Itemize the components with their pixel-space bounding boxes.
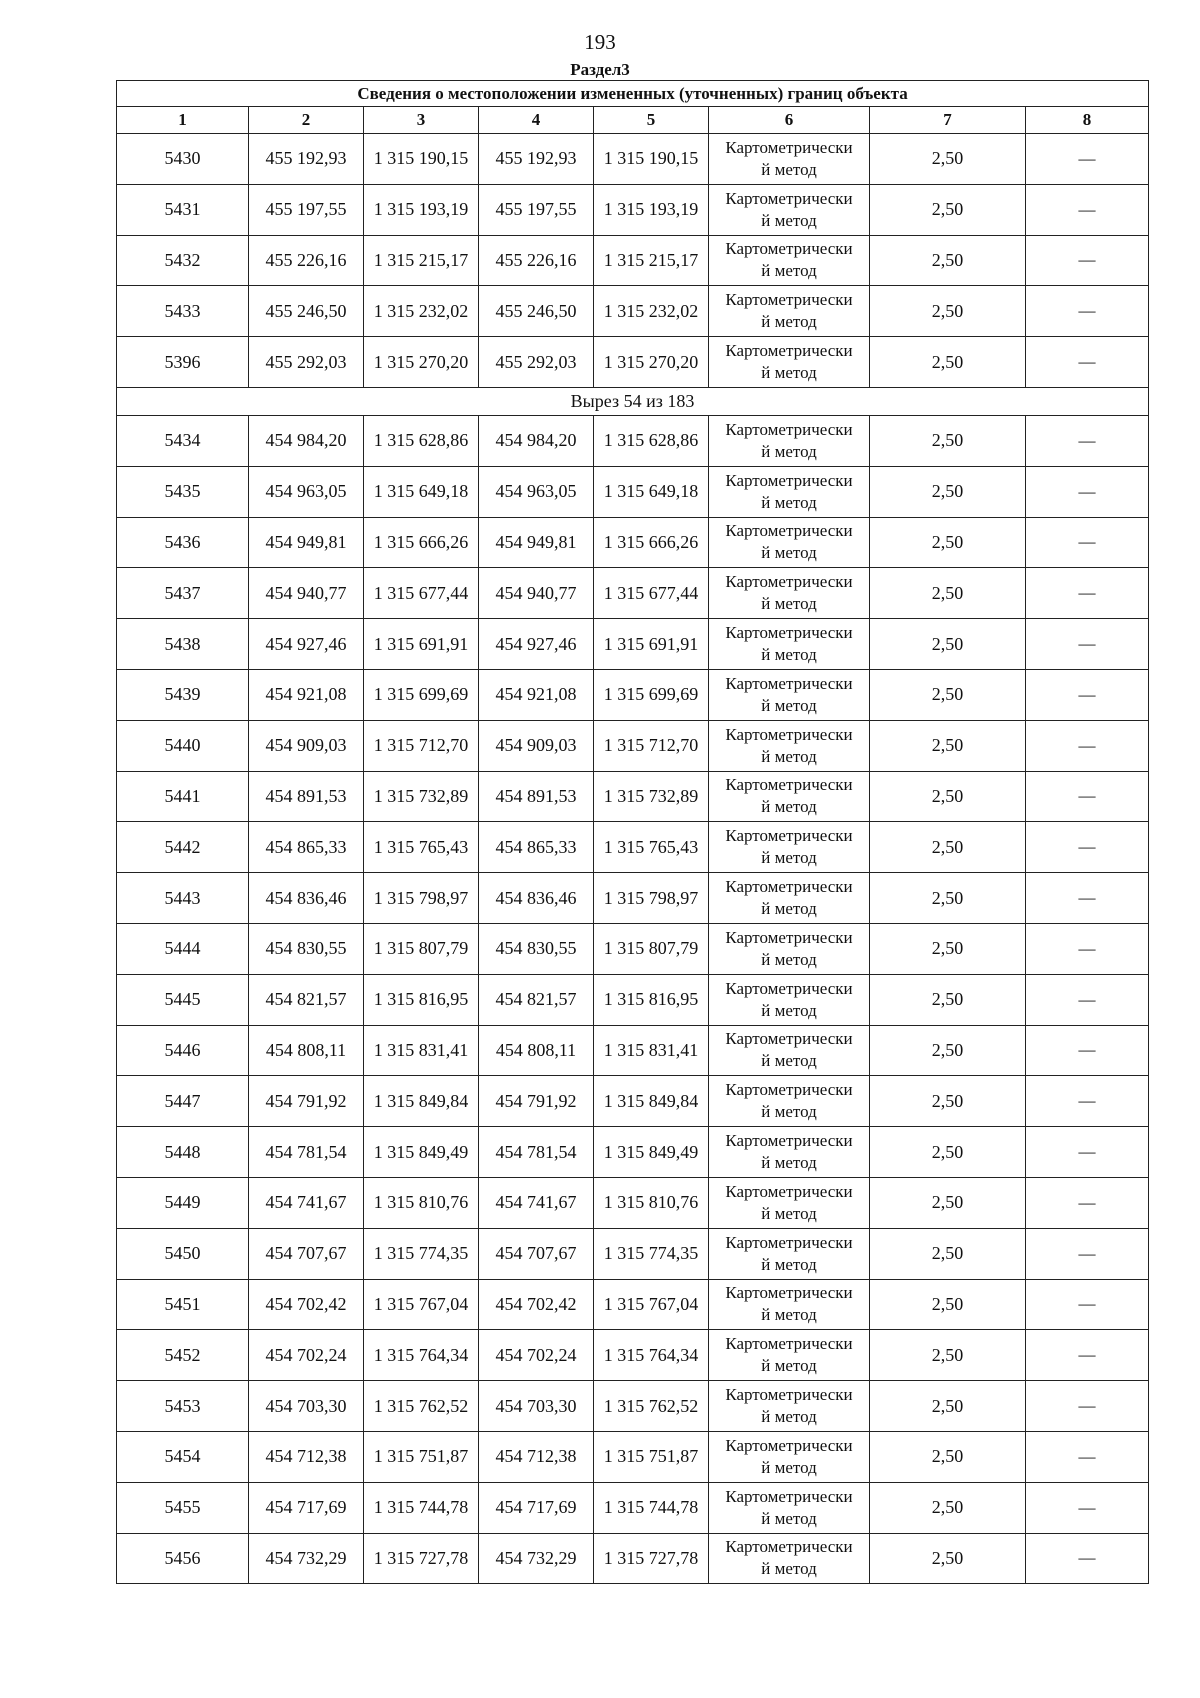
x-old-cell: 455 226,16: [249, 235, 364, 286]
point-number-cell: 5432: [117, 235, 249, 286]
y-new-cell: 1 315 849,84: [594, 1076, 709, 1127]
x-new-cell: 454 707,67: [479, 1228, 594, 1279]
point-number-cell: 5455: [117, 1482, 249, 1533]
y-new-cell: 1 315 270,20: [594, 337, 709, 388]
table-row: [117, 415, 1149, 466]
y-new-cell: 1 315 764,34: [594, 1330, 709, 1381]
y-old-cell: 1 315 762,52: [364, 1381, 479, 1432]
point-number-cell: 5451: [117, 1279, 249, 1330]
x-new-cell: 454 703,30: [479, 1381, 594, 1432]
x-old-cell: 454 808,11: [249, 1025, 364, 1076]
description-cell: —: [1026, 184, 1149, 235]
method-cell: Картометрически й метод: [709, 619, 870, 670]
description-cell: —: [1026, 1228, 1149, 1279]
description-cell: —: [1026, 466, 1149, 517]
y-new-cell: 1 315 849,49: [594, 1127, 709, 1178]
y-old-cell: 1 315 816,95: [364, 974, 479, 1025]
column-number: 4: [479, 107, 594, 134]
x-new-cell: 454 791,92: [479, 1076, 594, 1127]
table-row: [117, 771, 1149, 822]
x-old-cell: 454 717,69: [249, 1482, 364, 1533]
point-number-cell: 5396: [117, 337, 249, 388]
y-old-cell: 1 315 831,41: [364, 1025, 479, 1076]
y-old-cell: 1 315 732,89: [364, 771, 479, 822]
cut-row: [117, 387, 1149, 415]
cut-label: Вырез 54 из 183: [117, 387, 1149, 415]
method-cell: Картометрически й метод: [709, 1228, 870, 1279]
precision-cell: 2,50: [870, 1076, 1026, 1127]
x-old-cell: 454 921,08: [249, 669, 364, 720]
precision-cell: 2,50: [870, 517, 1026, 568]
description-cell: —: [1026, 720, 1149, 771]
precision-cell: 2,50: [870, 1025, 1026, 1076]
y-old-cell: 1 315 699,69: [364, 669, 479, 720]
precision-cell: 2,50: [870, 873, 1026, 924]
method-cell: Картометрически й метод: [709, 1279, 870, 1330]
x-new-cell: 454 732,29: [479, 1533, 594, 1584]
precision-cell: 2,50: [870, 1279, 1026, 1330]
x-old-cell: 454 927,46: [249, 619, 364, 670]
y-old-cell: 1 315 193,19: [364, 184, 479, 235]
table-row: [117, 923, 1149, 974]
method-cell: Картометрически й метод: [709, 184, 870, 235]
table-row: [117, 873, 1149, 924]
precision-cell: 2,50: [870, 286, 1026, 337]
method-cell: Картометрически й метод: [709, 1482, 870, 1533]
y-old-cell: 1 315 666,26: [364, 517, 479, 568]
table-row: [117, 1381, 1149, 1432]
point-number-cell: 5445: [117, 974, 249, 1025]
y-old-cell: 1 315 628,86: [364, 415, 479, 466]
y-old-cell: 1 315 649,18: [364, 466, 479, 517]
point-number-cell: 5456: [117, 1533, 249, 1584]
description-cell: —: [1026, 1381, 1149, 1432]
method-cell: Картометрически й метод: [709, 568, 870, 619]
x-new-cell: 454 717,69: [479, 1482, 594, 1533]
y-old-cell: 1 315 764,34: [364, 1330, 479, 1381]
precision-cell: 2,50: [870, 923, 1026, 974]
x-old-cell: 454 781,54: [249, 1127, 364, 1178]
description-cell: —: [1026, 1482, 1149, 1533]
precision-cell: 2,50: [870, 466, 1026, 517]
precision-cell: 2,50: [870, 974, 1026, 1025]
table-row: [117, 1330, 1149, 1381]
column-number: 3: [364, 107, 479, 134]
x-new-cell: 454 909,03: [479, 720, 594, 771]
x-old-cell: 455 197,55: [249, 184, 364, 235]
point-number-cell: 5435: [117, 466, 249, 517]
description-cell: —: [1026, 286, 1149, 337]
page-number: 193: [584, 30, 616, 54]
table-row: [117, 1177, 1149, 1228]
precision-cell: 2,50: [870, 1482, 1026, 1533]
x-old-cell: 454 949,81: [249, 517, 364, 568]
column-number-row: [117, 107, 1149, 134]
precision-cell: 2,50: [870, 619, 1026, 670]
point-number-cell: 5444: [117, 923, 249, 974]
precision-cell: 2,50: [870, 134, 1026, 185]
x-old-cell: 454 865,33: [249, 822, 364, 873]
y-old-cell: 1 315 774,35: [364, 1228, 479, 1279]
column-number: 5: [594, 107, 709, 134]
precision-cell: 2,50: [870, 1533, 1026, 1584]
description-cell: —: [1026, 1279, 1149, 1330]
y-new-cell: 1 315 232,02: [594, 286, 709, 337]
table-row: [117, 619, 1149, 670]
point-number-cell: 5440: [117, 720, 249, 771]
x-old-cell: 454 891,53: [249, 771, 364, 822]
precision-cell: 2,50: [870, 337, 1026, 388]
method-cell: Картометрически й метод: [709, 286, 870, 337]
point-number-cell: 5450: [117, 1228, 249, 1279]
x-new-cell: 454 865,33: [479, 822, 594, 873]
x-new-cell: 454 949,81: [479, 517, 594, 568]
point-number-cell: 5454: [117, 1431, 249, 1482]
method-cell: Картометрически й метод: [709, 1177, 870, 1228]
description-cell: —: [1026, 669, 1149, 720]
y-old-cell: 1 315 810,76: [364, 1177, 479, 1228]
method-cell: Картометрически й метод: [709, 669, 870, 720]
y-new-cell: 1 315 810,76: [594, 1177, 709, 1228]
y-new-cell: 1 315 699,69: [594, 669, 709, 720]
x-old-cell: 454 791,92: [249, 1076, 364, 1127]
y-old-cell: 1 315 849,49: [364, 1127, 479, 1178]
description-cell: —: [1026, 1330, 1149, 1381]
x-old-cell: 454 821,57: [249, 974, 364, 1025]
table-row: [117, 669, 1149, 720]
table-row: [117, 1228, 1149, 1279]
description-cell: —: [1026, 1076, 1149, 1127]
table-row: [117, 822, 1149, 873]
table-row: [117, 466, 1149, 517]
point-number-cell: 5430: [117, 134, 249, 185]
description-cell: —: [1026, 517, 1149, 568]
x-new-cell: 454 921,08: [479, 669, 594, 720]
precision-cell: 2,50: [870, 822, 1026, 873]
y-old-cell: 1 315 270,20: [364, 337, 479, 388]
precision-cell: 2,50: [870, 235, 1026, 286]
precision-cell: 2,50: [870, 1431, 1026, 1482]
x-old-cell: 454 703,30: [249, 1381, 364, 1432]
x-old-cell: 454 707,67: [249, 1228, 364, 1279]
x-old-cell: 454 830,55: [249, 923, 364, 974]
table-row: [117, 134, 1149, 185]
description-cell: —: [1026, 134, 1149, 185]
x-old-cell: 454 702,24: [249, 1330, 364, 1381]
method-cell: Картометрически й метод: [709, 134, 870, 185]
x-old-cell: 454 909,03: [249, 720, 364, 771]
precision-cell: 2,50: [870, 1330, 1026, 1381]
point-number-cell: 5441: [117, 771, 249, 822]
y-new-cell: 1 315 732,89: [594, 771, 709, 822]
y-new-cell: 1 315 190,15: [594, 134, 709, 185]
point-number-cell: 5448: [117, 1127, 249, 1178]
y-new-cell: 1 315 666,26: [594, 517, 709, 568]
x-new-cell: 454 963,05: [479, 466, 594, 517]
y-old-cell: 1 315 798,97: [364, 873, 479, 924]
point-number-cell: 5434: [117, 415, 249, 466]
table-row: [117, 184, 1149, 235]
table-row: [117, 720, 1149, 771]
precision-cell: 2,50: [870, 1177, 1026, 1228]
table-row: [117, 337, 1149, 388]
x-old-cell: 454 732,29: [249, 1533, 364, 1584]
description-cell: —: [1026, 337, 1149, 388]
table-body: [117, 134, 1149, 1584]
y-new-cell: 1 315 807,79: [594, 923, 709, 974]
method-cell: Картометрически й метод: [709, 720, 870, 771]
y-new-cell: 1 315 677,44: [594, 568, 709, 619]
x-new-cell: 454 984,20: [479, 415, 594, 466]
y-new-cell: 1 315 691,91: [594, 619, 709, 670]
y-old-cell: 1 315 807,79: [364, 923, 479, 974]
point-number-cell: 5439: [117, 669, 249, 720]
method-cell: Картометрически й метод: [709, 873, 870, 924]
y-old-cell: 1 315 744,78: [364, 1482, 479, 1533]
method-cell: Картометрически й метод: [709, 822, 870, 873]
precision-cell: 2,50: [870, 1228, 1026, 1279]
method-cell: Картометрически й метод: [709, 1127, 870, 1178]
y-new-cell: 1 315 765,43: [594, 822, 709, 873]
column-number: 8: [1026, 107, 1149, 134]
x-new-cell: 454 830,55: [479, 923, 594, 974]
x-old-cell: 455 246,50: [249, 286, 364, 337]
table-row: [117, 1279, 1149, 1330]
method-cell: Картометрически й метод: [709, 771, 870, 822]
precision-cell: 2,50: [870, 1127, 1026, 1178]
column-number: 2: [249, 107, 364, 134]
y-old-cell: 1 315 677,44: [364, 568, 479, 619]
x-old-cell: 454 836,46: [249, 873, 364, 924]
column-number: 6: [709, 107, 870, 134]
x-new-cell: 454 821,57: [479, 974, 594, 1025]
precision-cell: 2,50: [870, 771, 1026, 822]
precision-cell: 2,50: [870, 184, 1026, 235]
y-old-cell: 1 315 751,87: [364, 1431, 479, 1482]
x-old-cell: 454 741,67: [249, 1177, 364, 1228]
x-new-cell: 454 781,54: [479, 1127, 594, 1178]
table-row: [117, 1076, 1149, 1127]
point-number-cell: 5431: [117, 184, 249, 235]
y-old-cell: 1 315 767,04: [364, 1279, 479, 1330]
section-title: Раздел3: [570, 60, 630, 79]
method-cell: Картометрически й метод: [709, 1431, 870, 1482]
description-cell: —: [1026, 235, 1149, 286]
y-new-cell: 1 315 712,70: [594, 720, 709, 771]
y-new-cell: 1 315 744,78: [594, 1482, 709, 1533]
method-cell: Картометрически й метод: [709, 1076, 870, 1127]
coordinates-table: [116, 80, 1149, 1584]
y-new-cell: 1 315 831,41: [594, 1025, 709, 1076]
table-row: [117, 1533, 1149, 1584]
x-new-cell: 454 891,53: [479, 771, 594, 822]
point-number-cell: 5443: [117, 873, 249, 924]
method-cell: Картометрически й метод: [709, 517, 870, 568]
method-cell: Картометрически й метод: [709, 974, 870, 1025]
point-number-cell: 5446: [117, 1025, 249, 1076]
x-new-cell: 454 702,24: [479, 1330, 594, 1381]
description-cell: —: [1026, 1177, 1149, 1228]
x-new-cell: 454 940,77: [479, 568, 594, 619]
table-row: [117, 1431, 1149, 1482]
method-cell: Картометрически й метод: [709, 1025, 870, 1076]
table-caption: Сведения о местоположении измененных (уточненных) границ объекта: [117, 81, 1149, 107]
description-cell: —: [1026, 1431, 1149, 1482]
x-old-cell: 454 712,38: [249, 1431, 364, 1482]
y-new-cell: 1 315 193,19: [594, 184, 709, 235]
description-cell: —: [1026, 619, 1149, 670]
method-cell: Картометрически й метод: [709, 1330, 870, 1381]
method-cell: Картометрически й метод: [709, 923, 870, 974]
y-new-cell: 1 315 816,95: [594, 974, 709, 1025]
table-row: [117, 1482, 1149, 1533]
x-old-cell: 455 192,93: [249, 134, 364, 185]
method-cell: Картометрически й метод: [709, 1533, 870, 1584]
method-cell: Картометрически й метод: [709, 1381, 870, 1432]
table-row: [117, 235, 1149, 286]
table-row: [117, 568, 1149, 619]
y-old-cell: 1 315 765,43: [364, 822, 479, 873]
point-number-cell: 5447: [117, 1076, 249, 1127]
x-new-cell: 454 712,38: [479, 1431, 594, 1482]
x-new-cell: 455 292,03: [479, 337, 594, 388]
x-new-cell: 454 808,11: [479, 1025, 594, 1076]
x-old-cell: 454 984,20: [249, 415, 364, 466]
y-new-cell: 1 315 751,87: [594, 1431, 709, 1482]
y-old-cell: 1 315 727,78: [364, 1533, 479, 1584]
method-cell: Картометрически й метод: [709, 466, 870, 517]
precision-cell: 2,50: [870, 1381, 1026, 1432]
x-old-cell: 454 940,77: [249, 568, 364, 619]
x-new-cell: 455 192,93: [479, 134, 594, 185]
y-old-cell: 1 315 712,70: [364, 720, 479, 771]
description-cell: —: [1026, 415, 1149, 466]
x-old-cell: 454 702,42: [249, 1279, 364, 1330]
point-number-cell: 5452: [117, 1330, 249, 1381]
description-cell: —: [1026, 822, 1149, 873]
table-row: [117, 974, 1149, 1025]
x-new-cell: 455 226,16: [479, 235, 594, 286]
point-number-cell: 5453: [117, 1381, 249, 1432]
x-new-cell: 455 197,55: [479, 184, 594, 235]
point-number-cell: 5449: [117, 1177, 249, 1228]
precision-cell: 2,50: [870, 415, 1026, 466]
y-old-cell: 1 315 190,15: [364, 134, 479, 185]
y-new-cell: 1 315 762,52: [594, 1381, 709, 1432]
y-old-cell: 1 315 232,02: [364, 286, 479, 337]
y-new-cell: 1 315 727,78: [594, 1533, 709, 1584]
method-cell: Картометрически й метод: [709, 337, 870, 388]
description-cell: —: [1026, 1533, 1149, 1584]
x-new-cell: 455 246,50: [479, 286, 594, 337]
description-cell: —: [1026, 974, 1149, 1025]
precision-cell: 2,50: [870, 720, 1026, 771]
table-row: [117, 1025, 1149, 1076]
y-new-cell: 1 315 215,17: [594, 235, 709, 286]
y-old-cell: 1 315 691,91: [364, 619, 479, 670]
point-number-cell: 5442: [117, 822, 249, 873]
y-new-cell: 1 315 798,97: [594, 873, 709, 924]
x-new-cell: 454 836,46: [479, 873, 594, 924]
y-new-cell: 1 315 649,18: [594, 466, 709, 517]
table-row: [117, 286, 1149, 337]
point-number-cell: 5437: [117, 568, 249, 619]
y-old-cell: 1 315 849,84: [364, 1076, 479, 1127]
table-row: [117, 1127, 1149, 1178]
method-cell: Картометрически й метод: [709, 415, 870, 466]
y-new-cell: 1 315 628,86: [594, 415, 709, 466]
method-cell: Картометрически й метод: [709, 235, 870, 286]
description-cell: —: [1026, 1025, 1149, 1076]
x-old-cell: 454 963,05: [249, 466, 364, 517]
description-cell: —: [1026, 771, 1149, 822]
point-number-cell: 5438: [117, 619, 249, 670]
description-cell: —: [1026, 923, 1149, 974]
y-old-cell: 1 315 215,17: [364, 235, 479, 286]
x-new-cell: 454 702,42: [479, 1279, 594, 1330]
x-new-cell: 454 927,46: [479, 619, 594, 670]
y-new-cell: 1 315 767,04: [594, 1279, 709, 1330]
point-number-cell: 5436: [117, 517, 249, 568]
y-new-cell: 1 315 774,35: [594, 1228, 709, 1279]
description-cell: —: [1026, 873, 1149, 924]
table-row: [117, 517, 1149, 568]
precision-cell: 2,50: [870, 568, 1026, 619]
column-number: 1: [117, 107, 249, 134]
x-old-cell: 455 292,03: [249, 337, 364, 388]
point-number-cell: 5433: [117, 286, 249, 337]
precision-cell: 2,50: [870, 669, 1026, 720]
column-number: 7: [870, 107, 1026, 134]
description-cell: —: [1026, 1127, 1149, 1178]
x-new-cell: 454 741,67: [479, 1177, 594, 1228]
description-cell: —: [1026, 568, 1149, 619]
